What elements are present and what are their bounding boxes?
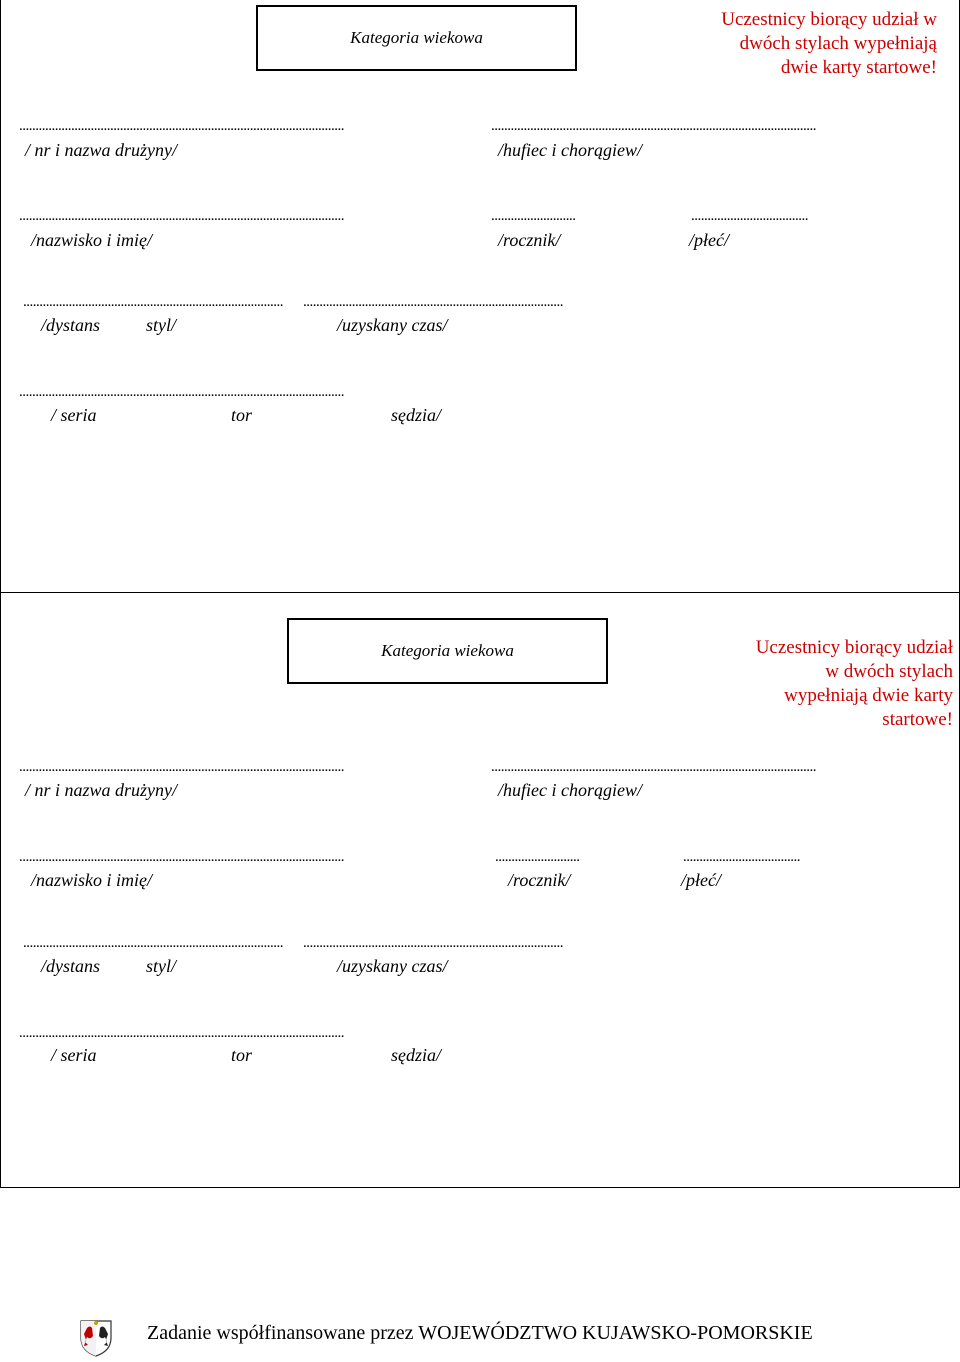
notice-line: wypełniają dwie karty: [784, 685, 953, 706]
time-label: /uzyskany czas/: [337, 956, 448, 976]
year-label: /rocznik/: [498, 230, 561, 250]
age-category-box[interactable]: [287, 618, 608, 684]
troop-label: /hufiec i chorągiew/: [498, 140, 642, 160]
judge-label: sędzia/: [391, 1045, 442, 1065]
notice-line: w dwóch stylach: [825, 661, 953, 682]
notice-line: dwie karty startowe!: [780, 57, 937, 78]
distance-label: /dystans: [41, 956, 101, 976]
judge-label: sędzia/: [391, 405, 442, 425]
style-label: styl/: [146, 956, 176, 976]
year-label: /rocznik/: [508, 870, 571, 890]
footer: [0, 1318, 960, 1358]
notice-text: [721, 8, 937, 80]
notice-line: dwóch stylach wypełniają: [739, 33, 937, 54]
time-label: /uzyskany czas/: [337, 315, 448, 335]
sex-dots[interactable]: ....................................: [691, 208, 808, 224]
notice-line: Uczestnicy biorący udział w: [721, 9, 937, 30]
start-card-2: [0, 592, 960, 1188]
age-category-label: Kategoria wiekowa: [350, 28, 483, 47]
team-dots[interactable]: ....................................................................................................: [19, 759, 344, 775]
name-label: /nazwisko i imię/: [31, 870, 152, 890]
name-label: /nazwisko i imię/: [31, 230, 152, 250]
distance-style-dots[interactable]: ................................................................................: [23, 935, 283, 951]
team-label: / nr i nazwa drużyny/: [25, 140, 178, 160]
distance-style-dots[interactable]: ................................................................................: [23, 294, 283, 310]
time-dots[interactable]: ................................................................................: [303, 935, 563, 951]
lane-label: tor: [231, 405, 253, 425]
age-category-label: Kategoria wiekowa: [381, 641, 514, 660]
troop-label: /hufiec i chorągiew/: [498, 780, 642, 800]
team-label: / nr i nazwa drużyny/: [25, 780, 178, 800]
lane-label: tor: [231, 1045, 253, 1065]
notice-line: startowe!: [882, 709, 953, 730]
troop-dots[interactable]: ....................................................................................................: [491, 118, 816, 134]
series-lane-judge-dots[interactable]: ....................................................................................................: [19, 384, 344, 400]
series-label: / seria: [51, 1045, 97, 1065]
name-dots[interactable]: ....................................................................................................: [19, 849, 344, 865]
sex-label: /płeć/: [689, 230, 729, 250]
team-dots[interactable]: ....................................................................................................: [19, 118, 344, 134]
year-dots[interactable]: ..........................: [491, 208, 576, 224]
time-dots[interactable]: ................................................................................: [303, 294, 563, 310]
series-label: / seria: [51, 405, 97, 425]
year-dots[interactable]: ..........................: [495, 849, 580, 865]
notice-text: [756, 636, 953, 732]
series-lane-judge-dots[interactable]: ....................................................................................................: [19, 1025, 344, 1041]
sex-dots[interactable]: ....................................: [683, 849, 800, 865]
notice-line: Uczestnicy biorący udział: [755, 637, 953, 658]
footer-text: Zadanie współfinansowane przez WOJEWÓDZTWO KUJAWSKO-POMORSKIE: [147, 1322, 813, 1344]
coat-of-arms-icon: [78, 1318, 114, 1358]
distance-label: /dystans: [41, 315, 101, 335]
age-category-box[interactable]: [256, 5, 577, 71]
start-card-1: [0, 0, 960, 593]
sex-label: /płeć/: [681, 870, 721, 890]
troop-dots[interactable]: ....................................................................................................: [491, 759, 816, 775]
style-label: styl/: [146, 315, 176, 335]
name-dots[interactable]: ....................................................................................................: [19, 208, 344, 224]
